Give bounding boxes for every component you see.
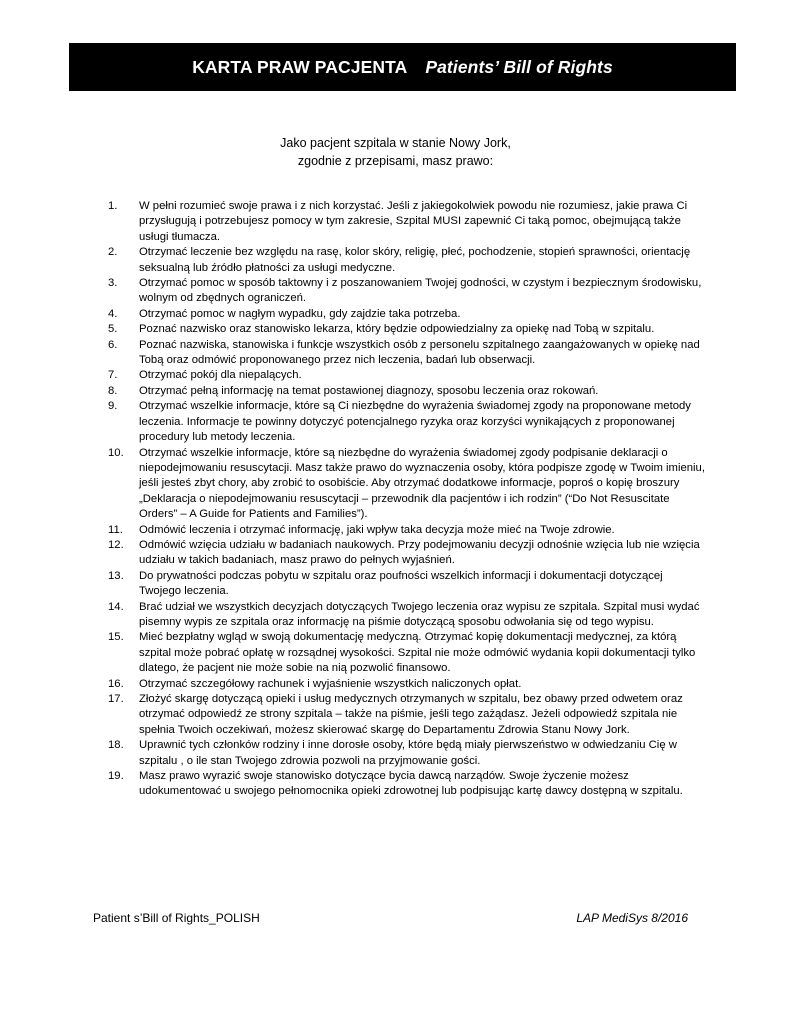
right-item-number: 10. <box>108 446 124 459</box>
right-item-text: Otrzymać pomoc w sposób taktowny i z poszanowaniem Twojej godności, w czystym i bezpiecznym środowisku, wolnym od zbędnych ograniczeń. <box>139 277 702 305</box>
right-item-number: 15. <box>108 631 124 644</box>
right-item <box>106 368 706 383</box>
right-item-text: Poznać nazwisko oraz stanowisko lekarza, który będzie odpowiedzialny za opiekę nad Tobą w szpitalu. <box>139 323 655 336</box>
right-item-text: Otrzymać wszelkie informacje, które są Ci niezbędne do wyrażenia świadomej zgody na proponowane metody leczenia. Informacje te powinny dotyczyć potencjalnego ryzyka oraz korzyści wynikających z proponowanej procedury lub metody leczenia. <box>139 400 691 444</box>
footer-version: LAP MediSys 8/2016 <box>576 911 688 925</box>
right-item-number: 13. <box>108 569 124 582</box>
right-item <box>106 600 706 631</box>
right-item <box>106 738 706 769</box>
right-item-text: Złożyć skargę dotyczącą opieki i usług medycznych otrzymanych w szpitalu, bez obawy przed odwetem oraz otrzymać odpowiedź ze strony szpitala – także na piśmie, jeśli tego zażądasz. Jeżeli odpowiedź szpitala nie spełnia Twoich oczekiwań, możesz skierować skargę do Departamentu Zdrowia Stanu Nowy Jork. <box>139 693 683 736</box>
right-item <box>106 338 706 369</box>
right-item <box>106 384 706 399</box>
right-item-number: 9. <box>108 400 118 413</box>
right-item-number: 1. <box>108 200 118 212</box>
right-item <box>106 245 706 276</box>
document-title-english: Patients’ Bill of Rights <box>425 56 613 77</box>
right-item-number: 14. <box>108 600 124 613</box>
intro-line-2: zgodnie z przepisami, masz prawo: <box>297 154 494 168</box>
right-item-text: Otrzymać szczegółowy rachunek i wyjaśnienie wszystkich naliczonych opłat. <box>139 677 522 690</box>
right-item-number: 4. <box>108 307 118 320</box>
right-item-number: 17. <box>108 693 124 705</box>
right-item-number: 19. <box>108 770 124 783</box>
right-item-number: 11. <box>108 523 123 536</box>
right-item-text: Otrzymać pokój dla niepalących. <box>139 369 302 382</box>
footer-document-name: Patient s’Bill of Rights_POLISH <box>93 911 260 925</box>
right-item <box>106 276 706 307</box>
intro-text <box>0 134 791 170</box>
right-item <box>106 322 706 337</box>
right-item-number: 8. <box>108 384 118 397</box>
right-item-number: 6. <box>108 338 118 351</box>
right-item-number: 3. <box>108 277 118 290</box>
right-item <box>106 692 706 738</box>
right-item-text: Uprawnić tych członków rodziny i inne dorosłe osoby, które będą miały pierwszeństwo w odwiedzaniu Cię w szpitalu , o ile stan Twojego zdrowia pozwoli na przyjmowanie gości. <box>139 739 677 767</box>
right-item <box>106 538 706 569</box>
right-item-number: 12. <box>108 538 124 551</box>
right-item <box>106 523 706 538</box>
right-item-number: 5. <box>108 323 118 336</box>
right-item-text: Odmówić wzięcia udziału w badaniach naukowych. Przy podejmowaniu decyzji odnośnie wzięcia lub nie wzięcia udziału w takich badaniach, masz prawo do pełnych wyjaśnień. <box>139 538 700 567</box>
document-title-polish: KARTA PRAW PACJENTA <box>192 56 408 77</box>
right-item-text: Do prywatności podczas pobytu w szpitalu oraz poufności wszelkich informacji i dokumentacji dotyczącej Twojego leczenia. <box>139 569 663 598</box>
right-item-text: W pełni rozumieć swoje prawa i z nich korzystać. Jeśli z jakiegokolwiek powodu nie rozumiesz, jakie prawa Ci przysługują i potrzebujesz pomocy w tym zakresie, Szpital MUSI zapewnić Ci taką pomoc, obejmującą także usługi tłumacza. <box>139 200 688 243</box>
rights-list <box>106 199 706 800</box>
right-item <box>106 199 706 245</box>
right-item <box>106 399 706 445</box>
right-item-text: Otrzymać pomoc w nagłym wypadku, gdy zajdzie taka potrzeba. <box>139 307 461 320</box>
right-item <box>106 446 706 523</box>
right-item-number: 7. <box>108 369 118 382</box>
right-item-number: 18. <box>108 739 124 752</box>
right-item <box>106 307 706 322</box>
right-item-number: 2. <box>108 246 118 259</box>
intro-line-1: Jako pacjent szpitala w stanie Nowy Jork, <box>280 136 511 150</box>
right-item <box>106 769 706 800</box>
right-item-text: Masz prawo wyrazić swoje stanowisko dotyczące bycia dawcą narządów. Swoje życzenie możesz udokumentować u swojego pełnomocnika opieki zdrowotnej lub podpisując kartę dawcy dostępną w szpitalu. <box>139 770 683 798</box>
right-item-text: Otrzymać pełną informację na temat postawionej diagnozy, sposobu leczenia oraz rokowań. <box>139 384 599 397</box>
right-item-text: Otrzymać leczenie bez względu na rasę, kolor skóry, religię, płeć, pochodzenie, stopień sprawności, orientację seksualną lub źródło płatności za usługi medyczne. <box>139 246 691 274</box>
right-item <box>106 569 706 600</box>
right-item <box>106 677 706 692</box>
right-item-text: Odmówić leczenia i otrzymać informację, jaki wpływ taka decyzja może mieć na Twoje zdrowie. <box>139 523 615 536</box>
right-item-text: Mieć bezpłatny wgląd w swoją dokumentację medyczną. Otrzymać kopię dokumentacji medycznej, za którą szpital może pobrać opłatę w rozsądnej wysokości. Szpital nie może odmówić wydania kopii dokumentacji tylko dlatego, że pacjent nie może sobie na nią pozwolić finansowo. <box>139 631 696 675</box>
right-item-text: Otrzymać wszelkie informacje, które są niezbędne do wyrażenia świadomej zgody podpisanie deklaracji o niepodejmowaniu resuscytacji. Masz także prawo do wyznaczenia osoby, która podpisze zgodę w Twoim imieniu, jeśli jesteś zbyt chory, aby zrobić to osobiście. Aby otrzymać dodatkowe informacje, poproś o kopię broszury „Deklaracja o niepodejmowaniu resuscytacji – przewodnik dla pacjentów i ich rodzin” (“Do Not Resuscitate Orders” – A Guide for Patients and Families”). <box>139 446 705 521</box>
right-item-text: Brać udział we wszystkich decyzjach dotyczących Twojego leczenia oraz wypisu ze szpitala. Szpital musi wydać pisemny wypis ze szpitala oraz informację na piśmie dotyczącą sposobu odwołania się od tego wypisu. <box>139 600 700 628</box>
right-item-text: Poznać nazwiska, stanowiska i funkcje wszystkich osób z personelu szpitalnego zaangażowanych w opiekę nad Tobą oraz odmówić proponowanego przez nich leczenia, badań lub obserwacji. <box>139 338 700 367</box>
right-item <box>106 630 706 676</box>
right-item-number: 16. <box>108 677 124 690</box>
document-header-banner <box>69 43 736 91</box>
